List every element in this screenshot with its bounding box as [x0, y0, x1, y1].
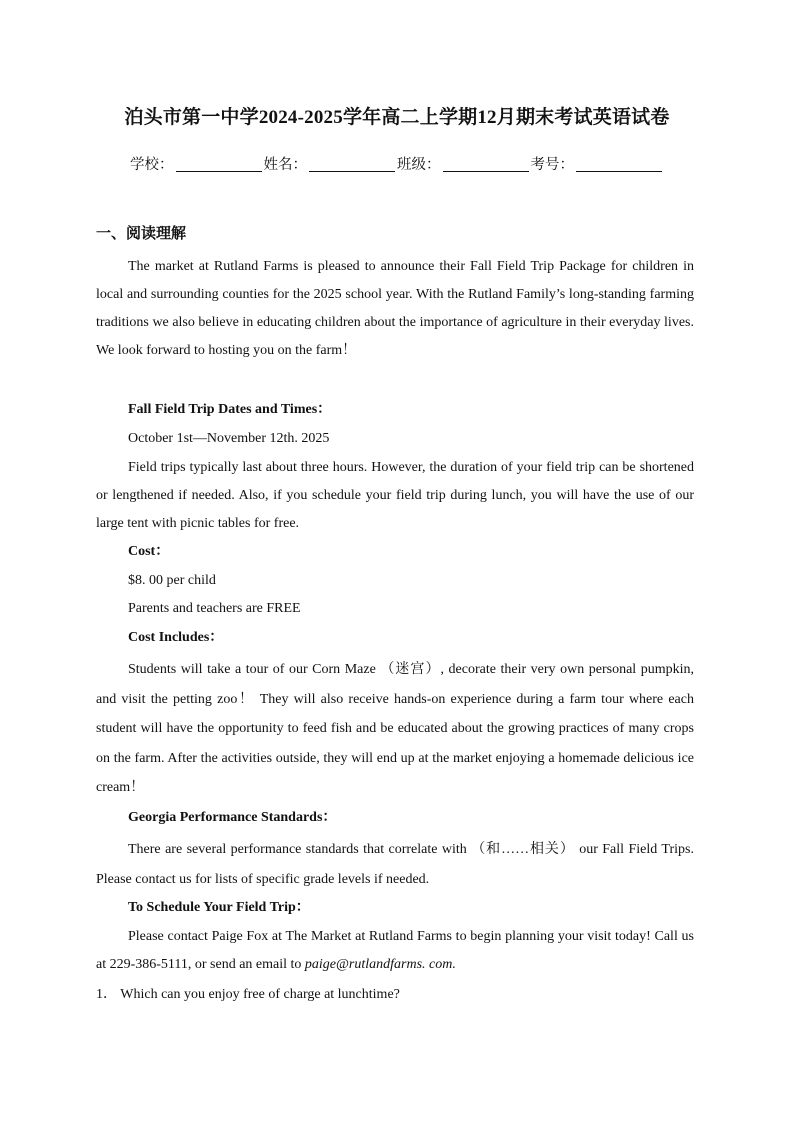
standards-heading: Georgia Performance Standards：: [128, 810, 337, 825]
dates-text: October 1st—November 12th. 2025: [128, 431, 330, 446]
section-heading: 一、阅读理解: [96, 226, 187, 242]
email-link: paige@rutlandfarms. com.: [304, 957, 456, 972]
includes-heading: Cost Includes：: [128, 630, 224, 645]
cost-child: $8. 00 per child: [128, 573, 216, 588]
class-label: 班级：: [397, 157, 441, 173]
schedule-paragraph: [96, 923, 694, 979]
exam-number-label: 考号：: [530, 157, 574, 173]
school-field: [130, 153, 264, 174]
name-blank: [309, 155, 395, 172]
exam-number-field: [531, 153, 665, 174]
question-1: [96, 981, 400, 1009]
cost-adults: Parents and teachers are FREE: [128, 601, 301, 616]
exam-number-blank: [576, 155, 662, 172]
includes-paragraph: Students will take a tour of our Corn Maze （迷宫）, decorate their very own personal pumpkin, and visit the petting zoo！ They will also receive hands-on experience during a farm tour where each student will have the opportunity to feed fish and be educated about the growing practices of many crops on the farm. After the activities outside, they will end up at the market enjoying a homemade delicious ice cream！: [96, 662, 694, 795]
page-title: 泊头市第一中学2024-2025学年高二上学期12月期末考试英语试卷: [124, 107, 670, 128]
standards-paragraph: There are several performance standards that correlate with （和……相关） our Fall Field Trips. Please contact us for lists of specific grade levels if needed.: [96, 842, 694, 887]
schedule-heading: To Schedule Your Field Trip：: [128, 900, 310, 915]
class-blank: [443, 155, 529, 172]
student-info-row: [0, 153, 794, 174]
dates-heading: Fall Field Trip Dates and Times：: [128, 402, 332, 417]
question-number: 1．: [96, 987, 117, 1002]
class-field: [397, 153, 531, 174]
question-text: Which can you enjoy free of charge at lunchtime?: [120, 987, 400, 1002]
school-blank: [176, 155, 262, 172]
duration-paragraph: Field trips typically last about three hours. However, the duration of your field trip can be shortened or lengthened if needed. Also, if you schedule your field trip during lunch, you will have the use of our large tent with picnic tables for free.: [96, 460, 694, 531]
schedule-text: Please contact Paige Fox at The Market at Rutland Farms to begin planning your visit today! Call us at 229-386-5111, or send an email to: [96, 929, 694, 972]
cost-heading: Cost：: [128, 544, 170, 559]
school-label: 学校：: [130, 157, 174, 173]
name-label: 姓名：: [263, 157, 307, 173]
passage-intro: The market at Rutland Farms is pleased to announce their Fall Field Trip Package for children in local and surrounding counties for the 2025 school year. With the Rutland Family’s long-standing farming traditions we also believe in educating children about the importance of agriculture in their everyday lives. We look forward to hosting you on the farm！: [96, 259, 694, 358]
name-field: [264, 153, 398, 174]
